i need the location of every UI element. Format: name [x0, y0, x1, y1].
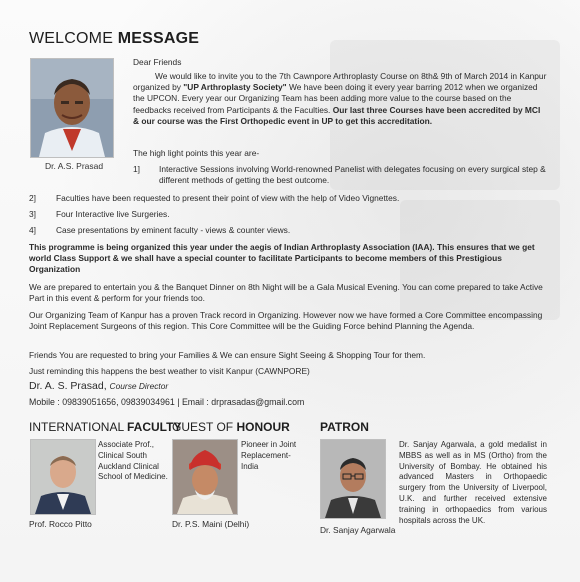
- highlight-number: 3]: [29, 209, 36, 219]
- intro-paragraph: We would like to invite you to the 7th Cawnpore Arthroplasty Course on 8th& 9th of March 2014 in Kanpur organized by "UP Arthroplasty Society" We have been doing it every year barring 2012 when we organized the UPCON. Every year our Organizing Team has been adding more value to the course based on the feedbacks received from Participants & the Faculties. Our last three Courses have been accredited by MCI & our course was the First Orthopedic event in UP to get this accreditation.: [133, 71, 547, 126]
- greeting: Dear Friends: [133, 57, 182, 67]
- international-faculty-photo: [30, 439, 96, 515]
- highlight-number: 4]: [29, 225, 36, 235]
- patron-photo: [320, 439, 386, 519]
- programme-note: This programme is being organized this year under the aegis of Indian Arthroplasty Association (IAA). This ensures that we get world Class Support & we shall have a special counter to facilitate Participants to become members of this Prestigious Organization: [29, 242, 535, 275]
- highlight-item: Case presentations by eminent faculty - views & counter views.: [56, 225, 291, 235]
- highlight-item: Four Interactive live Surgeries.: [56, 209, 170, 219]
- families-paragraph: Friends You are requested to bring your Families & We can ensure Sight Seeing & Shopping Tour for them.: [29, 350, 426, 360]
- guest-of-honour-desc: Pioneer in Joint Replacement- India: [241, 440, 297, 471]
- highlight-number: 1]: [133, 164, 140, 174]
- highlight-item: Faculties have been requested to present their point of view with the help of Video Vignettes.: [56, 193, 400, 203]
- highlight-number: 2]: [29, 193, 36, 203]
- director-photo: [30, 58, 114, 158]
- guest-of-honour-caption: Dr. P.S. Maini (Delhi): [172, 519, 250, 529]
- welcome-heading: WELCOME MESSAGE: [29, 30, 200, 47]
- highlights-intro: The high light points this year are-: [133, 148, 260, 158]
- banquet-paragraph: We are prepared to entertain you & the Banquet Dinner on 8th Night will be a Gala Musical Evening. You can come prepared to take Active Part in this event & perform for your friends too.: [29, 282, 543, 304]
- director-signature: Dr. A. S. Prasad, Course Director: [29, 380, 169, 392]
- patron-heading: PATRON: [320, 420, 369, 434]
- director-photo-caption: Dr. A.S. Prasad: [45, 161, 104, 171]
- guest-of-honour-heading: GUEST OF HONOUR: [172, 420, 290, 434]
- director-contact: Mobile : 09839051656, 09839034961 | Email : drprasadas@gmail.com: [29, 397, 305, 407]
- patron-caption: Dr. Sanjay Agarwala: [320, 525, 396, 535]
- patron-desc: Dr. Sanjay Agarwala, a gold medalist in MBBS as well as in MS (Ortho) from the University of Bombay. He obtained his advanced Masters in Orthopaedic surgery from the University of Liverpool, U.K. and further received extensive training in orthopaedics from various hospitals across the UK.: [399, 440, 547, 525]
- guest-of-honour-photo: [172, 439, 238, 515]
- weather-paragraph: Just reminding this happens the best weather to visit Kanpur (CAWNPORE): [29, 366, 310, 376]
- committee-paragraph: Our Organizing Team of Kanpur has a proven Track record in Organizing. However now we have formed a Core Committee encompassing Joint Replacement Surgeons of this region. This Core Committee will be the Guiding Force behind Planning the Agenda.: [29, 310, 543, 332]
- highlight-item: Interactive Sessions involving World-renowned Panelist with delegates focusing on every surgical step & different methods of getting the best outcome.: [159, 164, 546, 186]
- international-faculty-caption: Prof. Rocco Pitto: [29, 519, 92, 529]
- international-faculty-heading: INTERNATIONAL FACULTY: [29, 420, 182, 434]
- international-faculty-desc: Associate Prof., Clinical South Auckland Clinical School of Medicine.: [98, 440, 168, 482]
